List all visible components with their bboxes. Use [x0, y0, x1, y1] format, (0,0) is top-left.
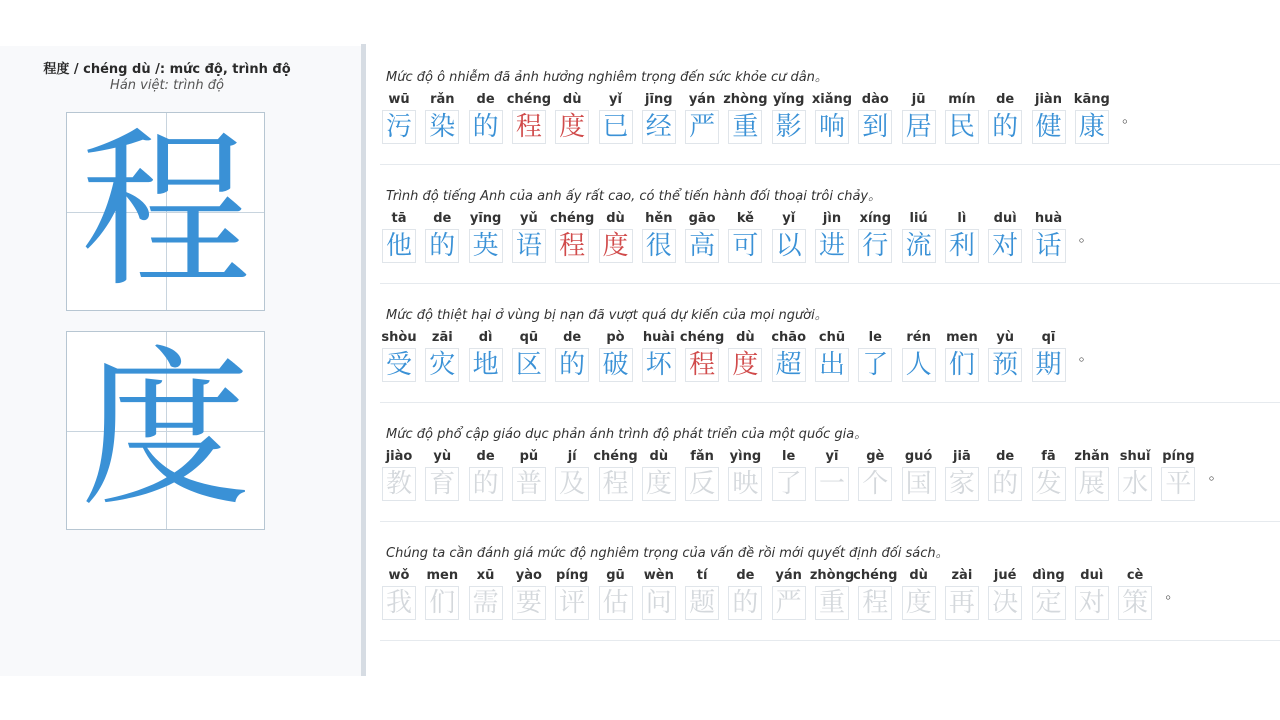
sentence-translation: Chúng ta cần đánh giá mức độ nghiêm trọng của vấn đề rồi mới quyết định đối sách。: [386, 546, 949, 561]
hanzi-box: 水: [1118, 467, 1152, 501]
hanzi-box: 家: [945, 467, 979, 501]
sentence-character[interactable]: [425, 86, 459, 146]
pinyin-label: dìng: [1032, 568, 1065, 583]
sentence-character[interactable]: [382, 205, 416, 265]
sentence-character[interactable]: [512, 562, 546, 622]
pinyin-label: píng: [1162, 449, 1195, 464]
pinyin-label: de: [476, 449, 495, 464]
sentence-character[interactable]: [469, 324, 503, 384]
sentence-character[interactable]: [599, 86, 633, 146]
sentence-character[interactable]: [1118, 562, 1152, 622]
hanzi-box: 要: [512, 586, 546, 620]
pinyin-label: wèn: [643, 568, 674, 583]
pinyin-label: lì: [957, 211, 967, 226]
sentence-character[interactable]: [469, 86, 503, 146]
hanzi-box: 们: [425, 586, 459, 620]
hanzi-box: 教: [382, 467, 416, 501]
hanzi-box: 的: [988, 110, 1022, 144]
hanzi-box: 重: [815, 586, 849, 620]
hanzi-box: 需: [469, 586, 503, 620]
hanzi-box: 严: [685, 110, 719, 144]
hanzi-box: 对: [988, 229, 1022, 263]
sentence-character[interactable]: [1032, 205, 1066, 265]
hanzi-box: 预: [988, 348, 1022, 382]
hanzi-box: 影: [772, 110, 806, 144]
sentence-character[interactable]: [555, 324, 589, 384]
pinyin-label: chéng: [679, 330, 725, 345]
pinyin-label: zài: [951, 568, 973, 583]
hanzi-box: 度: [728, 348, 762, 382]
sentence-character[interactable]: [945, 562, 979, 622]
pinyin-label: de: [996, 92, 1015, 107]
sentence-character[interactable]: [1075, 562, 1109, 622]
hanzi-box: 的: [425, 229, 459, 263]
sentence-character[interactable]: [425, 443, 459, 503]
sentence-end-punctuation: 。: [1208, 465, 1224, 483]
sentence-character[interactable]: [902, 205, 936, 265]
sentence-character[interactable]: [555, 562, 589, 622]
sentence-character[interactable]: [555, 443, 589, 503]
hanzi-box: 度: [555, 110, 589, 144]
pinyin-label: yù: [433, 449, 452, 464]
hanzi-box: 映: [728, 467, 762, 501]
sentence-character[interactable]: [945, 324, 979, 384]
sentence-character[interactable]: [1161, 443, 1195, 503]
pinyin-label: rǎn: [430, 92, 455, 107]
pinyin-label: kě: [736, 211, 754, 226]
pinyin-label: pò: [606, 330, 625, 345]
hanzi-box: 严: [772, 586, 806, 620]
hanzi-box: 出: [815, 348, 849, 382]
sentence-character[interactable]: [988, 205, 1022, 265]
pinyin-label: chéng: [593, 449, 638, 464]
sentence-character[interactable]: [772, 86, 806, 146]
example-sentence: [380, 165, 1280, 284]
sentence-character[interactable]: [1032, 562, 1066, 622]
sentence-character[interactable]: [858, 86, 892, 146]
hanzi-box: 程: [599, 467, 633, 501]
sentence-character[interactable]: [858, 205, 892, 265]
sentence-character[interactable]: [809, 562, 855, 622]
hanzi-box: 流: [902, 229, 936, 263]
sentence-character[interactable]: [469, 562, 503, 622]
pinyin-label: duì: [993, 211, 1017, 226]
hanzi-box: 健: [1032, 110, 1066, 144]
hanzi-box: 了: [858, 348, 892, 382]
highlighted-character[interactable]: [599, 205, 633, 265]
pinyin-label: cè: [1126, 568, 1144, 583]
pinyin-label: huà: [1034, 211, 1063, 226]
sentence-character[interactable]: [382, 86, 416, 146]
pinyin-label: de: [433, 211, 452, 226]
pinyin-label: chū: [818, 330, 846, 345]
stroke-order-box-1[interactable]: [66, 112, 265, 311]
pinyin-label: yán: [688, 92, 716, 107]
pinyin-label: xū: [476, 568, 495, 583]
sentence-character[interactable]: [425, 205, 459, 265]
pinyin-label: zhǎn: [1074, 449, 1110, 464]
hanzi-box: 响: [815, 110, 849, 144]
hanzi-box: 发: [1032, 467, 1066, 501]
sentence-end-punctuation: 。: [1122, 108, 1138, 126]
pinyin-label: dù: [736, 330, 755, 345]
hanzi-box: 策: [1118, 586, 1152, 620]
sentence-character[interactable]: [512, 324, 546, 384]
sentence-character[interactable]: [512, 205, 546, 265]
pinyin-label: dù: [649, 449, 669, 464]
word-title: 程度 / chéng dù /: mức độ, trình độ: [43, 62, 291, 77]
sentence-character[interactable]: [685, 443, 719, 503]
sentence-character[interactable]: [469, 205, 503, 265]
hanzi-box: 染: [425, 110, 459, 144]
sentence-character[interactable]: [642, 324, 676, 384]
hanzi-box: 的: [469, 110, 503, 144]
hanzi-box: 民: [945, 110, 979, 144]
pinyin-label: gè: [866, 449, 885, 464]
hanzi-box: 的: [988, 467, 1022, 501]
character-row: [382, 562, 1272, 622]
hanzi-box: 利: [945, 229, 979, 263]
pinyin-label: jū: [911, 92, 926, 107]
hanzi-box: 康: [1075, 110, 1109, 144]
sentence-character[interactable]: [1075, 443, 1109, 503]
hanzi-box: 区: [512, 348, 546, 382]
pinyin-label: kāng: [1073, 92, 1110, 107]
hanzi-box: 程: [685, 348, 719, 382]
pinyin-label: yù: [996, 330, 1015, 345]
sentence-translation: Trình độ tiếng Anh của anh ấy rất cao, có thể tiến hành đối thoại trôi chảy。: [386, 189, 882, 204]
hanzi-box: 程: [858, 586, 892, 620]
sentence-character[interactable]: [1032, 324, 1066, 384]
sentence-character[interactable]: [902, 562, 936, 622]
hanzi-box: 期: [1032, 348, 1066, 382]
pinyin-label: yī: [825, 449, 839, 464]
pinyin-label: jiào: [385, 449, 413, 464]
hanzi-box: 地: [469, 348, 503, 382]
sentence-character[interactable]: [685, 86, 719, 146]
pinyin-label: tā: [391, 211, 407, 226]
pinyin-label: huài: [642, 330, 675, 345]
sentence-character[interactable]: [382, 443, 416, 503]
hanzi-box: 问: [642, 586, 676, 620]
pinyin-label: hěn: [645, 211, 673, 226]
sentence-end-punctuation: 。: [1078, 346, 1094, 364]
hanzi-box: 的: [555, 348, 589, 382]
hanzi-box: 我: [382, 586, 416, 620]
pinyin-label: qī: [1041, 330, 1056, 345]
pinyin-label: jiā: [953, 449, 971, 464]
hanzi-box: 程: [512, 110, 546, 144]
pinyin-label: gū: [606, 568, 625, 583]
pinyin-label: jí: [567, 449, 577, 464]
example-sentence: [380, 46, 1280, 165]
character-row: [382, 205, 1272, 265]
sentence-character[interactable]: [469, 443, 503, 503]
sentence-character[interactable]: [945, 443, 979, 503]
hanzi-box: 超: [772, 348, 806, 382]
example-sentence: [380, 522, 1280, 641]
pinyin-label: yǐ: [782, 211, 796, 226]
sentence-character[interactable]: [599, 324, 633, 384]
hanzi-box: 度: [902, 586, 936, 620]
sentence-character[interactable]: [988, 86, 1022, 146]
pinyin-label: gāo: [688, 211, 716, 226]
sentence-character[interactable]: [902, 86, 936, 146]
sentence-character[interactable]: [902, 443, 936, 503]
pinyin-label: pǔ: [519, 449, 539, 464]
pinyin-label: jìn: [822, 211, 842, 226]
highlighted-character[interactable]: [679, 324, 725, 384]
pinyin-label: fā: [1041, 449, 1056, 464]
pinyin-label: shuǐ: [1119, 449, 1151, 464]
sentence-character[interactable]: [642, 443, 676, 503]
pinyin-label: le: [868, 330, 882, 345]
sentence-character[interactable]: [815, 443, 849, 503]
stroke-order-box-2[interactable]: [66, 331, 265, 530]
sentence-character[interactable]: [728, 562, 762, 622]
hanzi-box: 污: [382, 110, 416, 144]
sentence-character[interactable]: [815, 205, 849, 265]
hanzi-box: 度: [642, 467, 676, 501]
pinyin-label: yīng: [469, 211, 502, 226]
hanzi-box: 育: [425, 467, 459, 501]
pinyin-label: rén: [906, 330, 931, 345]
pinyin-label: le: [782, 449, 796, 464]
sentence-character[interactable]: [382, 324, 416, 384]
character-row: [382, 324, 1272, 384]
hanzi-box: 坏: [642, 348, 676, 382]
highlighted-character[interactable]: [506, 86, 552, 146]
sentence-end-punctuation: 。: [1078, 227, 1094, 245]
pinyin-label: de: [996, 449, 1015, 464]
sentence-character[interactable]: [728, 443, 762, 503]
hanzi-box: 话: [1032, 229, 1066, 263]
hanzi-box: 对: [1075, 586, 1109, 620]
hanzi-box: 他: [382, 229, 416, 263]
pinyin-label: guó: [904, 449, 933, 464]
pinyin-label: de: [476, 92, 495, 107]
hanzi-box: 可: [728, 229, 762, 263]
pinyin-label: chéng: [550, 211, 595, 226]
example-sentence: [380, 403, 1280, 522]
sentence-character[interactable]: [815, 324, 849, 384]
hanzi-box: 个: [858, 467, 892, 501]
big-character: 度: [80, 331, 251, 530]
pinyin-label: chāo: [771, 330, 807, 345]
highlighted-character[interactable]: [728, 324, 762, 384]
pinyin-label: jiàn: [1035, 92, 1062, 107]
highlighted-character[interactable]: [550, 205, 595, 265]
hanzi-box: 度: [599, 229, 633, 263]
hanzi-box: 了: [772, 467, 806, 501]
hanzi-box: 的: [728, 586, 762, 620]
hanzi-box: 平: [1161, 467, 1195, 501]
sentence-character[interactable]: [858, 324, 892, 384]
sentence-character[interactable]: [425, 324, 459, 384]
pinyin-label: dì: [478, 330, 493, 345]
hanzi-box: 高: [685, 229, 719, 263]
sentence-character[interactable]: [988, 562, 1022, 622]
sentence-character[interactable]: [642, 86, 676, 146]
hanzi-box: 居: [902, 110, 936, 144]
hanzi-box: 灾: [425, 348, 459, 382]
pinyin-label: dào: [861, 92, 889, 107]
pinyin-label: tí: [696, 568, 708, 583]
sentence-character[interactable]: [988, 324, 1022, 384]
character-row: [382, 443, 1272, 503]
pinyin-label: zhòng: [809, 568, 855, 583]
hanzi-box: 行: [858, 229, 892, 263]
pinyin-label: men: [946, 330, 978, 345]
pinyin-label: dù: [909, 568, 928, 583]
pinyin-label: de: [736, 568, 755, 583]
sentence-character[interactable]: [1032, 443, 1066, 503]
hanzi-box: 程: [555, 229, 589, 263]
sentence-character[interactable]: [642, 205, 676, 265]
sentence-character[interactable]: [685, 205, 719, 265]
sentence-character[interactable]: [902, 324, 936, 384]
sentence-character[interactable]: [945, 205, 979, 265]
sentence-character[interactable]: [512, 443, 546, 503]
hanzi-box: 很: [642, 229, 676, 263]
hanzi-box: 英: [469, 229, 503, 263]
panel-divider: [361, 44, 366, 676]
pinyin-label: zāi: [431, 330, 453, 345]
hanzi-box: 重: [728, 110, 762, 144]
hanzi-box: 人: [902, 348, 936, 382]
sentence-character[interactable]: [772, 443, 806, 503]
character-row: [382, 86, 1272, 146]
pinyin-label: chéng: [853, 568, 898, 583]
hanzi-box: 展: [1075, 467, 1109, 501]
pinyin-label: yìng: [729, 449, 762, 464]
sentence-character[interactable]: [772, 324, 806, 384]
pinyin-label: xiǎng: [811, 92, 853, 107]
pinyin-label: men: [426, 568, 459, 583]
pinyin-label: píng: [556, 568, 589, 583]
pinyin-label: liú: [909, 211, 928, 226]
sentence-character[interactable]: [1118, 443, 1152, 503]
sentence-character[interactable]: [723, 86, 768, 146]
hanzi-box: 国: [902, 467, 936, 501]
hanzi-box: 反: [685, 467, 719, 501]
hanzi-box: 一: [815, 467, 849, 501]
pinyin-label: xíng: [859, 211, 891, 226]
pinyin-label: yán: [775, 568, 802, 583]
sentence-character[interactable]: [1032, 86, 1066, 146]
sentence-character[interactable]: [945, 86, 979, 146]
sentence-character[interactable]: [642, 562, 676, 622]
pinyin-label: yǔ: [520, 211, 538, 226]
pinyin-label: yào: [515, 568, 542, 583]
sentence-character[interactable]: [728, 205, 762, 265]
sentence-character[interactable]: [425, 562, 459, 622]
highlighted-character[interactable]: [555, 86, 589, 146]
hanzi-box: 已: [599, 110, 633, 144]
hanzi-box: 破: [599, 348, 633, 382]
sentence-character[interactable]: [599, 562, 633, 622]
hanzi-box: 评: [555, 586, 589, 620]
sentence-character[interactable]: [988, 443, 1022, 503]
hanzi-box: 进: [815, 229, 849, 263]
pinyin-label: fǎn: [690, 449, 714, 464]
pinyin-label: qū: [519, 330, 539, 345]
hanzi-box: 普: [512, 467, 546, 501]
pinyin-label: wū: [388, 92, 410, 107]
sentence-end-punctuation: 。: [1165, 584, 1181, 602]
pinyin-label: wǒ: [388, 568, 410, 583]
sentence-character[interactable]: [1075, 86, 1109, 146]
hanzi-box: 估: [599, 586, 633, 620]
big-character: 程: [80, 112, 251, 311]
hanzi-box: 再: [945, 586, 979, 620]
pinyin-label: yǐ: [609, 92, 622, 107]
sentence-character[interactable]: [772, 205, 806, 265]
han-viet-reading: Hán việt: trình độ: [110, 78, 224, 93]
hanzi-box: 及: [555, 467, 589, 501]
sentence-character[interactable]: [593, 443, 638, 503]
hanzi-box: 的: [469, 467, 503, 501]
hanzi-box: 到: [858, 110, 892, 144]
pinyin-label: de: [563, 330, 582, 345]
sentence-character[interactable]: [382, 562, 416, 622]
sentence-translation: Mức độ ô nhiễm đã ảnh hưởng nghiêm trọng đến sức khỏe cư dân。: [386, 70, 828, 85]
pinyin-label: yǐng: [772, 92, 805, 107]
pinyin-label: dù: [562, 92, 582, 107]
pinyin-label: jué: [993, 568, 1017, 583]
sentence-character[interactable]: [853, 562, 898, 622]
hanzi-box: 语: [512, 229, 546, 263]
hanzi-box: 决: [988, 586, 1022, 620]
pinyin-label: shòu: [381, 330, 417, 345]
pinyin-label: jīng: [645, 92, 673, 107]
hanzi-box: 受: [382, 348, 416, 382]
sentence-translation: Mức độ thiệt hại ở vùng bị nạn đã vượt quá dự kiến của mọi người。: [386, 308, 828, 323]
sentence-character[interactable]: [811, 86, 853, 146]
example-sentence: [380, 284, 1280, 403]
pinyin-label: mín: [948, 92, 976, 107]
pinyin-label: chéng: [506, 92, 552, 107]
sentence-character[interactable]: [772, 562, 806, 622]
hanzi-box: 们: [945, 348, 979, 382]
sentence-character[interactable]: [858, 443, 892, 503]
hanzi-box: 题: [685, 586, 719, 620]
pinyin-label: dù: [606, 211, 625, 226]
hanzi-box: 定: [1032, 586, 1066, 620]
sentence-character[interactable]: [685, 562, 719, 622]
hanzi-box: 经: [642, 110, 676, 144]
hanzi-box: 以: [772, 229, 806, 263]
pinyin-label: duì: [1080, 568, 1104, 583]
pinyin-label: zhòng: [723, 92, 768, 107]
sentence-translation: Mức độ phổ cập giáo dục phản ánh trình độ phát triển của một quốc gia。: [386, 427, 868, 442]
